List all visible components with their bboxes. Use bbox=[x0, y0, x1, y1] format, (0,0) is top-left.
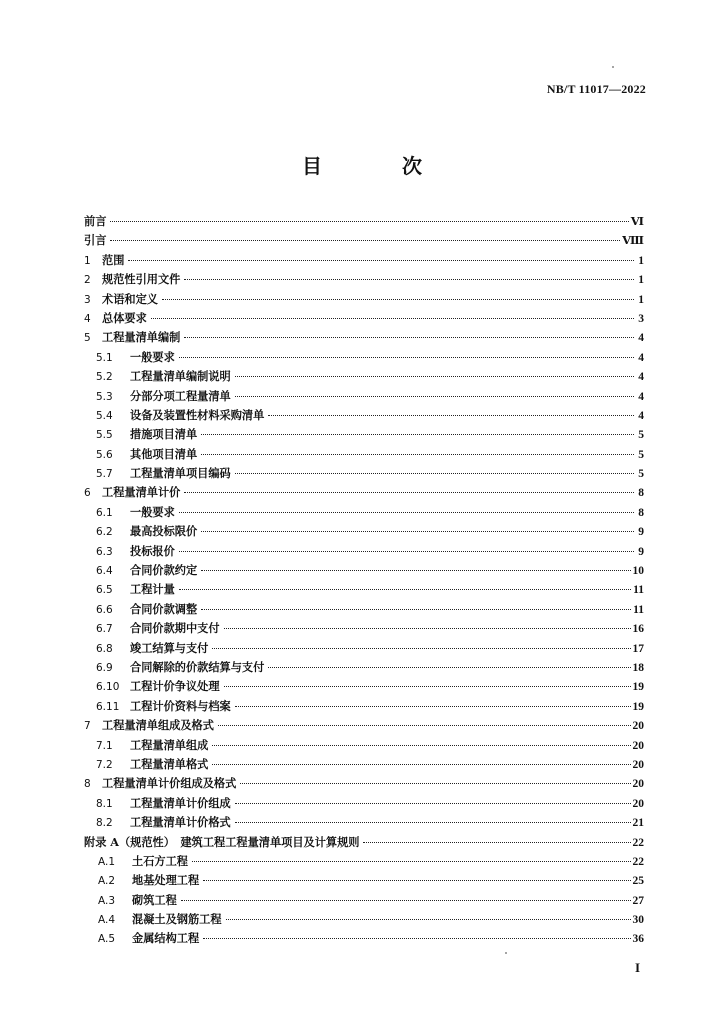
toc-entry-page: 4 bbox=[638, 390, 644, 403]
toc-entry-page: 4 bbox=[638, 371, 644, 384]
toc-entry[interactable] bbox=[84, 697, 644, 716]
toc-entry-title: 竣工结算与支付 bbox=[130, 640, 209, 655]
toc-entry-number: A.4 bbox=[98, 914, 116, 927]
page-number: I bbox=[634, 960, 640, 975]
toc-entry-number: 5.1 bbox=[96, 351, 113, 364]
toc-entry-page: 11 bbox=[633, 603, 644, 616]
toc-entry-title: 前言 bbox=[84, 214, 107, 228]
toc-entry-title: 工程量清单计价格式 bbox=[130, 815, 231, 830]
toc-entry[interactable] bbox=[84, 580, 644, 599]
toc-entry[interactable] bbox=[84, 270, 644, 289]
toc-entry-number: 7.2 bbox=[96, 758, 113, 771]
toc-entry[interactable] bbox=[84, 522, 644, 541]
toc-entry[interactable] bbox=[84, 833, 644, 852]
toc-entry[interactable] bbox=[84, 929, 644, 948]
toc-entry[interactable] bbox=[84, 677, 644, 696]
toc-entry-page: 17 bbox=[632, 642, 644, 655]
toc-entry-number: 6.8 bbox=[96, 642, 113, 655]
toc-entry-title: 工程量清单编制说明 bbox=[130, 369, 231, 384]
toc-entry[interactable] bbox=[84, 755, 644, 774]
toc-dot-leader bbox=[240, 783, 630, 784]
toc-entry-page: 1 bbox=[638, 274, 644, 287]
toc-entry-title: 工程量清单组成及格式 bbox=[102, 718, 214, 733]
toc-entry-page: 20 bbox=[632, 720, 644, 733]
toc-entry-title: 工程量清单编制 bbox=[102, 330, 181, 345]
toc-entry[interactable] bbox=[84, 639, 644, 658]
toc-entry-number: 6.9 bbox=[96, 661, 113, 674]
toc-entry[interactable] bbox=[84, 445, 644, 464]
toc-dot-leader bbox=[192, 861, 631, 862]
toc-entry-title: 工程计价争议处理 bbox=[130, 679, 220, 694]
toc-entry-page: 20 bbox=[632, 797, 644, 810]
toc-entry[interactable] bbox=[84, 891, 644, 910]
toc-entry[interactable] bbox=[84, 464, 644, 483]
toc-entry-title: 工程计价资料与档案 bbox=[130, 698, 231, 713]
toc-entry-title: 一般要求 bbox=[130, 349, 175, 364]
toc-entry-number: 5.3 bbox=[96, 390, 113, 403]
toc-entry-title: 工程量清单计价组成 bbox=[130, 795, 231, 810]
toc-entry[interactable] bbox=[84, 387, 644, 406]
toc-dot-leader bbox=[212, 764, 630, 765]
toc-entry-page: 4 bbox=[638, 409, 644, 422]
toc-dot-leader bbox=[201, 570, 630, 571]
toc-entry-number: 8 bbox=[84, 778, 91, 791]
toc-entry-page: 5 bbox=[638, 429, 644, 442]
toc-entry-number: A.2 bbox=[98, 875, 116, 888]
toc-dot-leader bbox=[235, 376, 634, 377]
toc-entry-title: 工程量清单计价组成及格式 bbox=[102, 776, 237, 791]
toc-dot-leader bbox=[184, 337, 634, 338]
toc-dot-leader bbox=[235, 473, 634, 474]
toc-entry-number: 6.10 bbox=[96, 681, 120, 694]
toc-entry-title: 工程量清单项目编码 bbox=[130, 466, 231, 481]
toc-entry-title: 分部分项工程量清单 bbox=[130, 388, 231, 403]
toc-entry-number: 6 bbox=[84, 487, 91, 500]
toc-entry-number: 1 bbox=[84, 254, 91, 267]
toc-dot-leader bbox=[201, 609, 631, 610]
toc-entry-title: 总体要求 bbox=[102, 310, 147, 325]
toc-entry[interactable] bbox=[84, 212, 644, 231]
toc-entry[interactable] bbox=[84, 813, 644, 832]
toc-entry[interactable] bbox=[84, 619, 644, 638]
toc-dot-leader bbox=[235, 706, 631, 707]
toc-entry[interactable] bbox=[84, 794, 644, 813]
toc-entry-page: 20 bbox=[632, 758, 644, 771]
toc-entry[interactable] bbox=[84, 483, 644, 502]
toc-entry-page: 8 bbox=[638, 506, 644, 519]
toc-entry-page: Ⅵ bbox=[630, 216, 644, 228]
toc-entry-number: 5.2 bbox=[96, 371, 113, 384]
toc-dot-leader bbox=[201, 434, 634, 435]
toc-dot-leader bbox=[226, 919, 631, 920]
scan-speck bbox=[505, 952, 507, 954]
toc-entry-title: 工程量清单计价 bbox=[102, 485, 181, 500]
toc-entry-page: 4 bbox=[638, 351, 644, 364]
toc-entry-page: 21 bbox=[632, 817, 644, 830]
toc-dot-leader bbox=[201, 454, 634, 455]
toc-dot-leader bbox=[218, 725, 631, 726]
toc-entry-page: 20 bbox=[632, 739, 644, 752]
toc-entry-page: 30 bbox=[632, 914, 644, 927]
toc-entry-title: 附录 A（规范性） 建筑工程工程量清单项目及计算规则 bbox=[84, 834, 360, 849]
toc-entry-title: 术语和定义 bbox=[102, 291, 158, 306]
toc-entry-title: 砌筑工程 bbox=[132, 892, 177, 907]
toc-dot-leader bbox=[235, 396, 634, 397]
toc-entry-title: 其他项目清单 bbox=[130, 446, 198, 461]
toc-entry-number: 6.2 bbox=[96, 526, 113, 539]
toc-entry[interactable] bbox=[84, 600, 644, 619]
toc-entry-number: 6.6 bbox=[96, 603, 113, 616]
toc-entry-page: 3 bbox=[638, 312, 644, 325]
toc-dot-leader bbox=[212, 648, 630, 649]
toc-entry[interactable] bbox=[84, 871, 644, 890]
toc-entry-number: 6.5 bbox=[96, 584, 113, 597]
toc-entry-number: 5 bbox=[84, 332, 91, 345]
toc-entry-page: 10 bbox=[632, 565, 644, 578]
toc-entry[interactable] bbox=[84, 774, 644, 793]
toc-entry-number: 7.1 bbox=[96, 739, 113, 752]
toc-entry[interactable] bbox=[84, 716, 644, 735]
toc-entry-title: 合同价款约定 bbox=[130, 563, 198, 578]
table-of-contents bbox=[84, 212, 644, 949]
toc-dot-leader bbox=[268, 415, 634, 416]
toc-entry[interactable] bbox=[84, 910, 644, 929]
toc-entry-number: A.5 bbox=[98, 933, 116, 946]
toc-entry-page: 9 bbox=[638, 545, 644, 558]
toc-entry-title: 范围 bbox=[102, 252, 125, 267]
toc-entry-number: 8.1 bbox=[96, 797, 113, 810]
toc-entry-number: A.1 bbox=[98, 855, 116, 868]
toc-dot-leader bbox=[224, 686, 631, 687]
toc-entry-page: 20 bbox=[632, 778, 644, 791]
toc-entry[interactable] bbox=[84, 658, 644, 677]
toc-dot-leader bbox=[363, 842, 630, 843]
toc-entry[interactable] bbox=[84, 348, 644, 367]
toc-entry-title: 设备及装置性材料采购清单 bbox=[130, 407, 265, 422]
toc-entry-title: 一般要求 bbox=[130, 504, 175, 519]
toc-entry-number: 6.11 bbox=[96, 700, 120, 713]
toc-entry-page: 22 bbox=[632, 855, 644, 868]
toc-entry-page: 18 bbox=[632, 661, 644, 674]
toc-dot-leader bbox=[203, 880, 630, 881]
toc-entry-title: 土石方工程 bbox=[132, 853, 188, 868]
toc-entry[interactable] bbox=[84, 290, 644, 309]
toc-entry[interactable] bbox=[84, 406, 644, 425]
toc-entry-page: 27 bbox=[632, 894, 644, 907]
toc-entry-number: 6.4 bbox=[96, 565, 113, 578]
toc-dot-leader bbox=[151, 318, 634, 319]
toc-entry-title: 工程计量 bbox=[130, 582, 175, 597]
toc-entry[interactable] bbox=[84, 542, 644, 561]
toc-entry-title: 工程量清单格式 bbox=[130, 756, 209, 771]
toc-entry-number: 4 bbox=[84, 312, 91, 325]
toc-dot-leader bbox=[128, 260, 634, 261]
toc-entry[interactable] bbox=[84, 328, 644, 347]
toc-entry[interactable] bbox=[84, 503, 644, 522]
toc-dot-leader bbox=[224, 628, 631, 629]
toc-dot-leader bbox=[181, 900, 631, 901]
toc-entry-page: 1 bbox=[638, 293, 644, 306]
toc-entry-page: 25 bbox=[632, 875, 644, 888]
toc-entry-page: 11 bbox=[633, 584, 644, 597]
toc-entry-number: 6.1 bbox=[96, 506, 113, 519]
toc-entry-page: 9 bbox=[638, 526, 644, 539]
toc-entry-page: 5 bbox=[638, 468, 644, 481]
toc-entry-number: 7 bbox=[84, 720, 91, 733]
toc-dot-leader bbox=[212, 745, 630, 746]
toc-entry-number: 8.2 bbox=[96, 817, 113, 830]
toc-entry-page: 22 bbox=[632, 836, 644, 849]
toc-entry-title: 措施项目清单 bbox=[130, 427, 198, 442]
toc-entry[interactable] bbox=[84, 852, 644, 871]
toc-dot-leader bbox=[184, 279, 634, 280]
toc-entry-title: 地基处理工程 bbox=[132, 873, 200, 888]
toc-entry[interactable] bbox=[84, 309, 644, 328]
toc-entry-number: 2 bbox=[84, 274, 91, 287]
toc-entry-page: 1 bbox=[638, 254, 644, 267]
toc-entry-page: Ⅷ bbox=[622, 235, 644, 248]
toc-entry-number: 5.7 bbox=[96, 468, 113, 481]
toc-entry[interactable] bbox=[84, 231, 644, 250]
toc-entry-title: 投标报价 bbox=[130, 543, 175, 558]
toc-entry[interactable] bbox=[84, 367, 644, 386]
toc-dot-leader bbox=[201, 531, 634, 532]
toc-entry-page: 8 bbox=[638, 487, 644, 500]
toc-dot-leader bbox=[184, 492, 634, 493]
toc-entry-title: 合同价款期中支付 bbox=[130, 621, 220, 636]
toc-entry-title: 工程量清单组成 bbox=[130, 737, 209, 752]
toc-entry[interactable] bbox=[84, 736, 644, 755]
toc-entry-title: 最高投标限价 bbox=[130, 524, 198, 539]
toc-dot-leader bbox=[179, 589, 631, 590]
toc-dot-leader bbox=[110, 240, 620, 241]
toc-dot-leader bbox=[203, 938, 630, 939]
toc-entry-title: 金属结构工程 bbox=[132, 931, 200, 946]
page-title: 目 次 bbox=[302, 154, 452, 178]
toc-entry-number: 6.3 bbox=[96, 545, 113, 558]
toc-dot-leader bbox=[179, 357, 634, 358]
toc-entry-page: 4 bbox=[638, 332, 644, 345]
standard-number: NB/T 11017—2022 bbox=[546, 82, 646, 96]
toc-entry-number: 3 bbox=[84, 293, 91, 306]
toc-entry-number: A.3 bbox=[98, 894, 116, 907]
toc-entry-page: 16 bbox=[632, 623, 644, 636]
toc-dot-leader bbox=[110, 221, 628, 222]
toc-entry-title: 合同价款调整 bbox=[130, 601, 198, 616]
toc-dot-leader bbox=[235, 803, 631, 804]
toc-dot-leader bbox=[268, 667, 630, 668]
toc-entry-title: 合同解除的价款结算与支付 bbox=[130, 659, 265, 674]
toc-entry-page: 19 bbox=[632, 681, 644, 694]
scan-speck bbox=[612, 66, 614, 68]
toc-dot-leader bbox=[179, 551, 634, 552]
toc-entry[interactable] bbox=[84, 425, 644, 444]
toc-dot-leader bbox=[179, 512, 634, 513]
toc-entry-number: 6.7 bbox=[96, 623, 113, 636]
toc-entry-number: 5.5 bbox=[96, 429, 113, 442]
toc-entry-page: 19 bbox=[632, 700, 644, 713]
toc-dot-leader bbox=[162, 299, 634, 300]
toc-entry[interactable] bbox=[84, 251, 644, 270]
toc-entry-number: 5.6 bbox=[96, 448, 113, 461]
toc-entry-title: 引言 bbox=[84, 233, 107, 248]
toc-entry-title: 规范性引用文件 bbox=[102, 272, 181, 287]
toc-entry-title: 混凝土及钢筋工程 bbox=[132, 912, 222, 927]
toc-entry-page: 5 bbox=[638, 448, 644, 461]
toc-entry[interactable] bbox=[84, 561, 644, 580]
toc-entry-number: 5.4 bbox=[96, 409, 113, 422]
toc-dot-leader bbox=[235, 822, 631, 823]
toc-entry-page: 36 bbox=[632, 933, 644, 946]
